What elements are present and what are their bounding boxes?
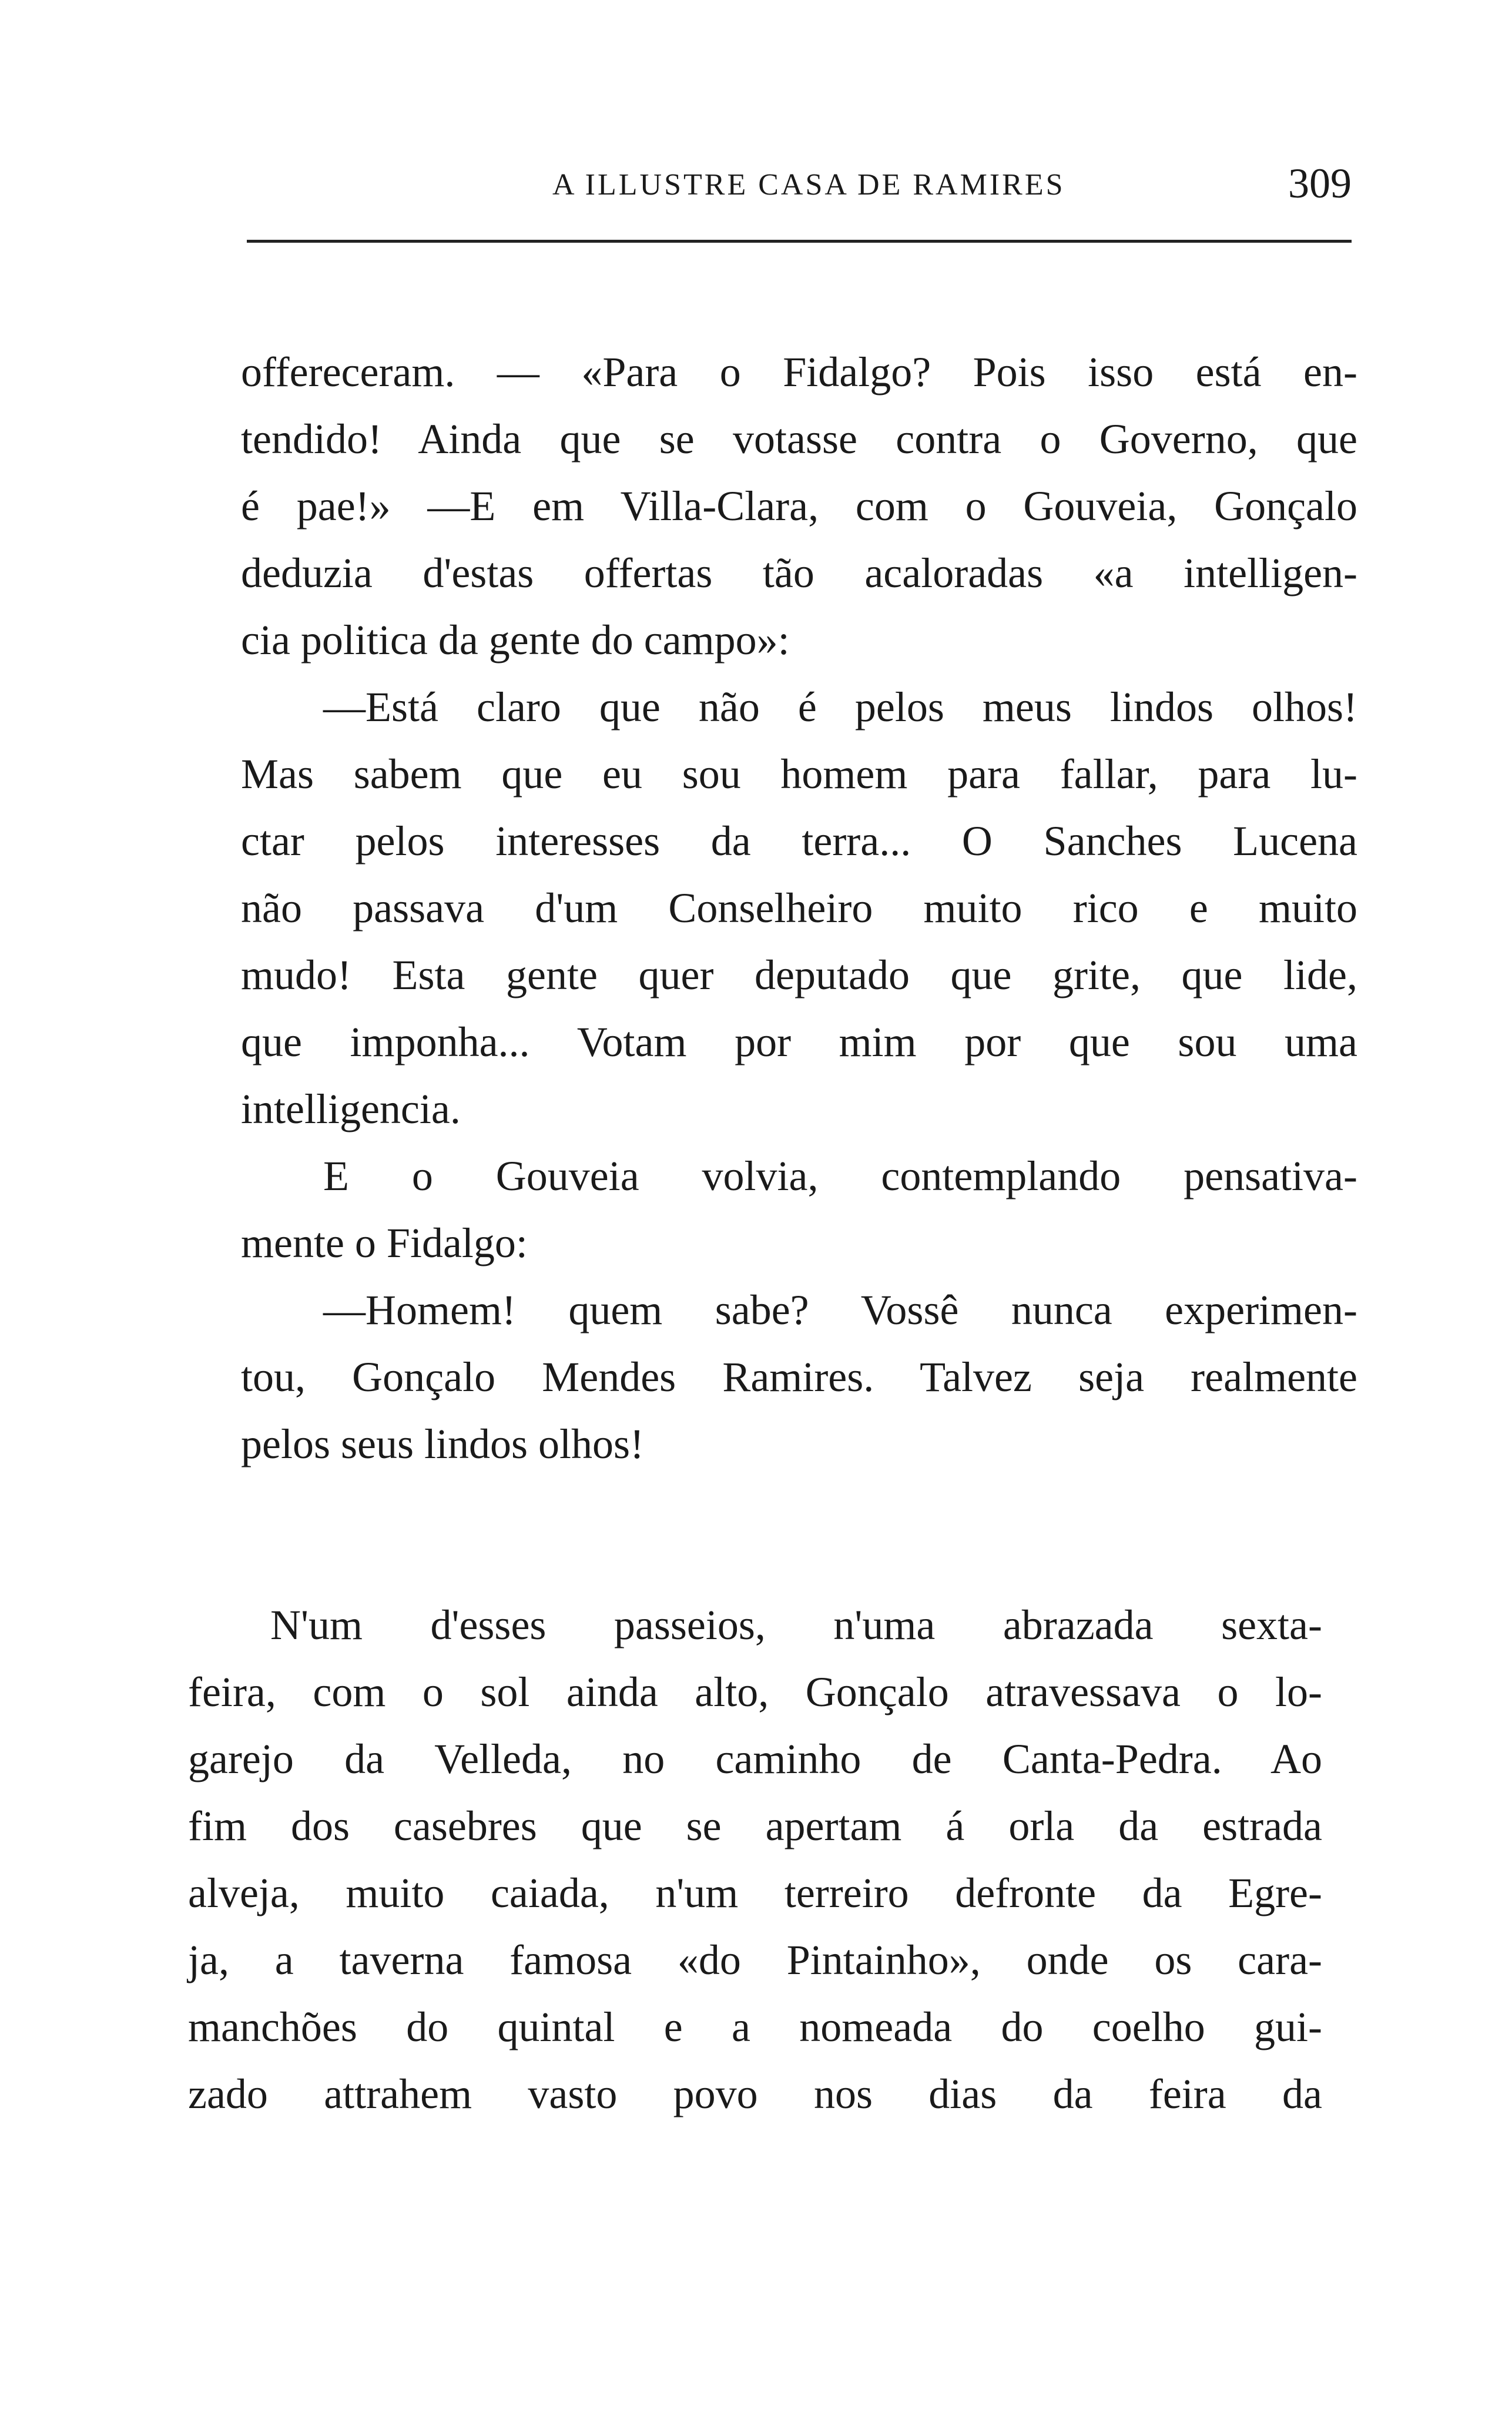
text-line: N'um d'esses passeios, n'uma abrazada sexta-: [270, 1601, 1322, 1648]
text-line: deduzia d'estas offertas tão acaloradas «a intelligen-: [241, 549, 1357, 597]
text-line: tendido! Ainda que se votasse contra o Governo, que: [241, 415, 1357, 463]
text-line: —Homem! quem sabe? Vossê nunca experimen-: [323, 1286, 1357, 1333]
text-line: manchões do quintal e a nomeada do coelho gui-: [188, 2003, 1322, 2050]
page-number: 309: [1288, 160, 1352, 207]
text-block-dialogue: [241, 339, 1357, 1477]
text-line: que imponha... Votam por mim por que sou uma: [241, 1018, 1357, 1065]
text-block-narrative: [188, 1591, 1322, 2127]
text-line: ja, a taverna famosa «do Pintainho», onde os cara-: [188, 1936, 1322, 1983]
text-line: offereceram. — «Para o Fidalgo? Pois isso está en-: [241, 349, 1357, 396]
text-line: tou, Gonçalo Mendes Ramires. Talvez seja realmente: [241, 1353, 1357, 1400]
text-line: fim dos casebres que se apertam á orla da estrada: [188, 1802, 1322, 1849]
text-line: feira, com o sol ainda alto, Gonçalo atravessava o lo-: [188, 1668, 1322, 1715]
running-head: [247, 156, 1352, 220]
text-line: —Está claro que não é pelos meus lindos olhos!: [323, 683, 1357, 731]
text-line: mudo! Esta gente quer deputado que grite, que lide,: [241, 951, 1357, 998]
text-line: garejo da Velleda, no caminho de Canta-Pedra. Ao: [188, 1735, 1322, 1782]
running-title: A ILLUSTRE CASA DE RAMIRES: [552, 168, 1065, 202]
text-line: cia politica da gente do campo»:: [241, 616, 790, 664]
text-line: não passava d'um Conselheiro muito rico e muito: [241, 884, 1357, 931]
text-line: intelligencia.: [241, 1085, 461, 1132]
text-line: Mas sabem que eu sou homem para fallar, para lu-: [241, 750, 1357, 797]
text-line: zado attrahem vasto povo nos dias da feira da: [188, 2070, 1322, 2117]
text-line: é pae!» —E em Villa-Clara, com o Gouveia, Gonçalo: [241, 482, 1357, 530]
text-line: alveja, muito caiada, n'um terreiro defronte da Egre-: [188, 1869, 1322, 1916]
text-line: mente o Fidalgo:: [241, 1219, 528, 1266]
header-rule: [247, 240, 1352, 243]
text-line: E o Gouveia volvia, contemplando pensativa-: [323, 1152, 1357, 1199]
text-line: pelos seus lindos olhos!: [241, 1420, 645, 1467]
text-line: ctar pelos interesses da terra... O Sanches Lucena: [241, 817, 1357, 864]
